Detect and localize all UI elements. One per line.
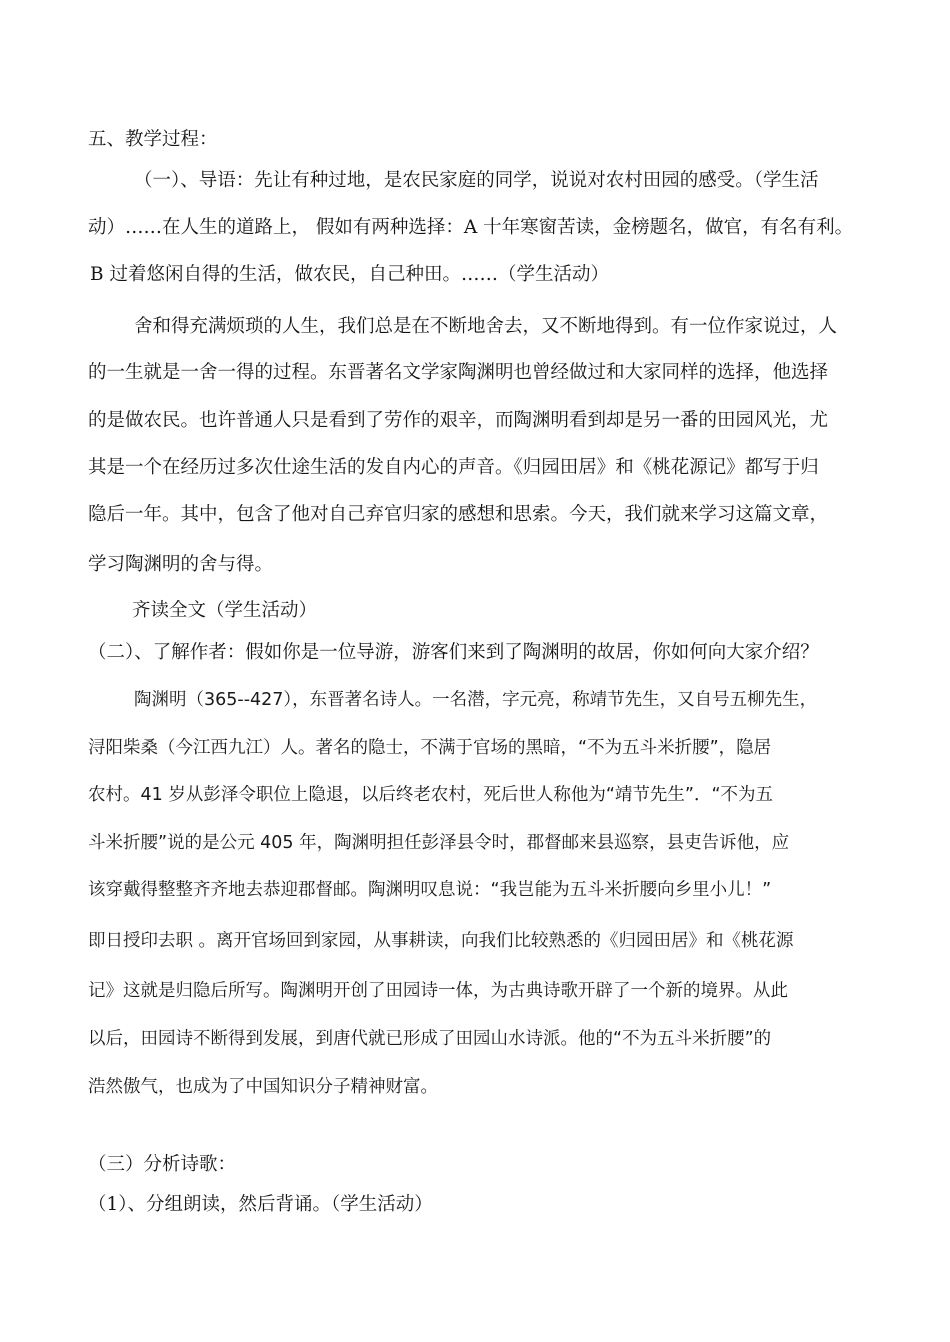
intro-line-2: 动）……在人生的道路上， 假如有两种选择：A 十年寒窗苦读，金榜题名，做官，有名有利。: [88, 217, 854, 238]
para-line-4: 其是一个在经历过多次仕途生活的发自内心的声音。《归园田居》和《桃花源记》都写于归: [88, 457, 819, 478]
analysis-step-1: （1）、分组朗读，然后背诵。（学生活动）: [88, 1194, 433, 1215]
section-heading: 五、教学过程：: [88, 129, 218, 150]
para-line-2: 的一生就是一舍一得的过程。东晋著名文学家陶渊明也曾经做过和大家同样的选择，他选择: [88, 362, 829, 383]
author-line-7: 记》这就是归隐后所写。陶渊明开创了田园诗一体，为古典诗歌开辟了一个新的境界。从此: [88, 981, 788, 1001]
intro-line-3: B 过着悠闲自得的生活，做农民，自己种田。……（学生活动）: [90, 264, 609, 285]
para-line-3: 的是做农民。也许普通人只是看到了劳作的艰辛，而陶渊明看到却是另一番的田园风光，尤: [88, 410, 829, 431]
author-line-8: 以后，田园诗不断得到发展，到唐代就已形成了田园山水诗派。他的“不为五斗米折腰”的: [88, 1029, 772, 1049]
read-aloud-line: 齐读全文（学生活动）: [132, 600, 318, 621]
author-line-4: 斗米折腰”说的是公元 405 年，陶渊明担任彭泽县令时，郡督邮来县巡察，县吏告诉他，应: [88, 833, 790, 853]
author-line-5: 该穿戴得整整齐齐地去恭迎郡督邮。陶渊明叹息说：“我岂能为五斗米折腰向乡里小儿！”: [88, 880, 772, 900]
para-line-6: 学习陶渊明的舍与得。: [88, 554, 274, 575]
author-line-1: 陶渊明（365--427），东晋著名诗人。一名潜，字元亮，称靖节先生，又自号五柳先生，: [134, 690, 818, 710]
author-line-3: 农村。41 岁从彭泽令职位上隐退，以后终老农村，死后世人称他为“靖节先生”．“不为五: [88, 785, 774, 805]
analysis-heading: （三）分析诗歌：: [88, 1154, 237, 1175]
para-line-1: 舍和得充满烦琐的人生，我们总是在不断地舍去，又不断地得到。有一位作家说过，人: [134, 316, 838, 337]
para-line-5: 隐后一年。其中，包含了他对自己弃官归家的感想和思索。今天，我们就来学习这篇文章，: [88, 504, 829, 525]
author-line-6: 即日授印去职 。离开官场回到家园，从事耕读，向我们比较熟悉的《归园田居》和《桃花源: [88, 931, 794, 951]
author-heading: （二）、了解作者：假如你是一位导游，游客们来到了陶渊明的故居，你如何向大家介绍？: [88, 642, 819, 663]
author-line-9: 浩然傲气，也成为了中国知识分子精神财富。: [88, 1077, 438, 1097]
intro-line-1: （一）、导语：先让有种过地，是农民家庭的同学，说说对农村田园的感受。（学生活: [134, 170, 819, 191]
author-line-2: 浔阳柴桑（今江西九江）人。著名的隐士，不满于官场的黑暗，“不为五斗米折腰”，隐居: [88, 738, 772, 758]
